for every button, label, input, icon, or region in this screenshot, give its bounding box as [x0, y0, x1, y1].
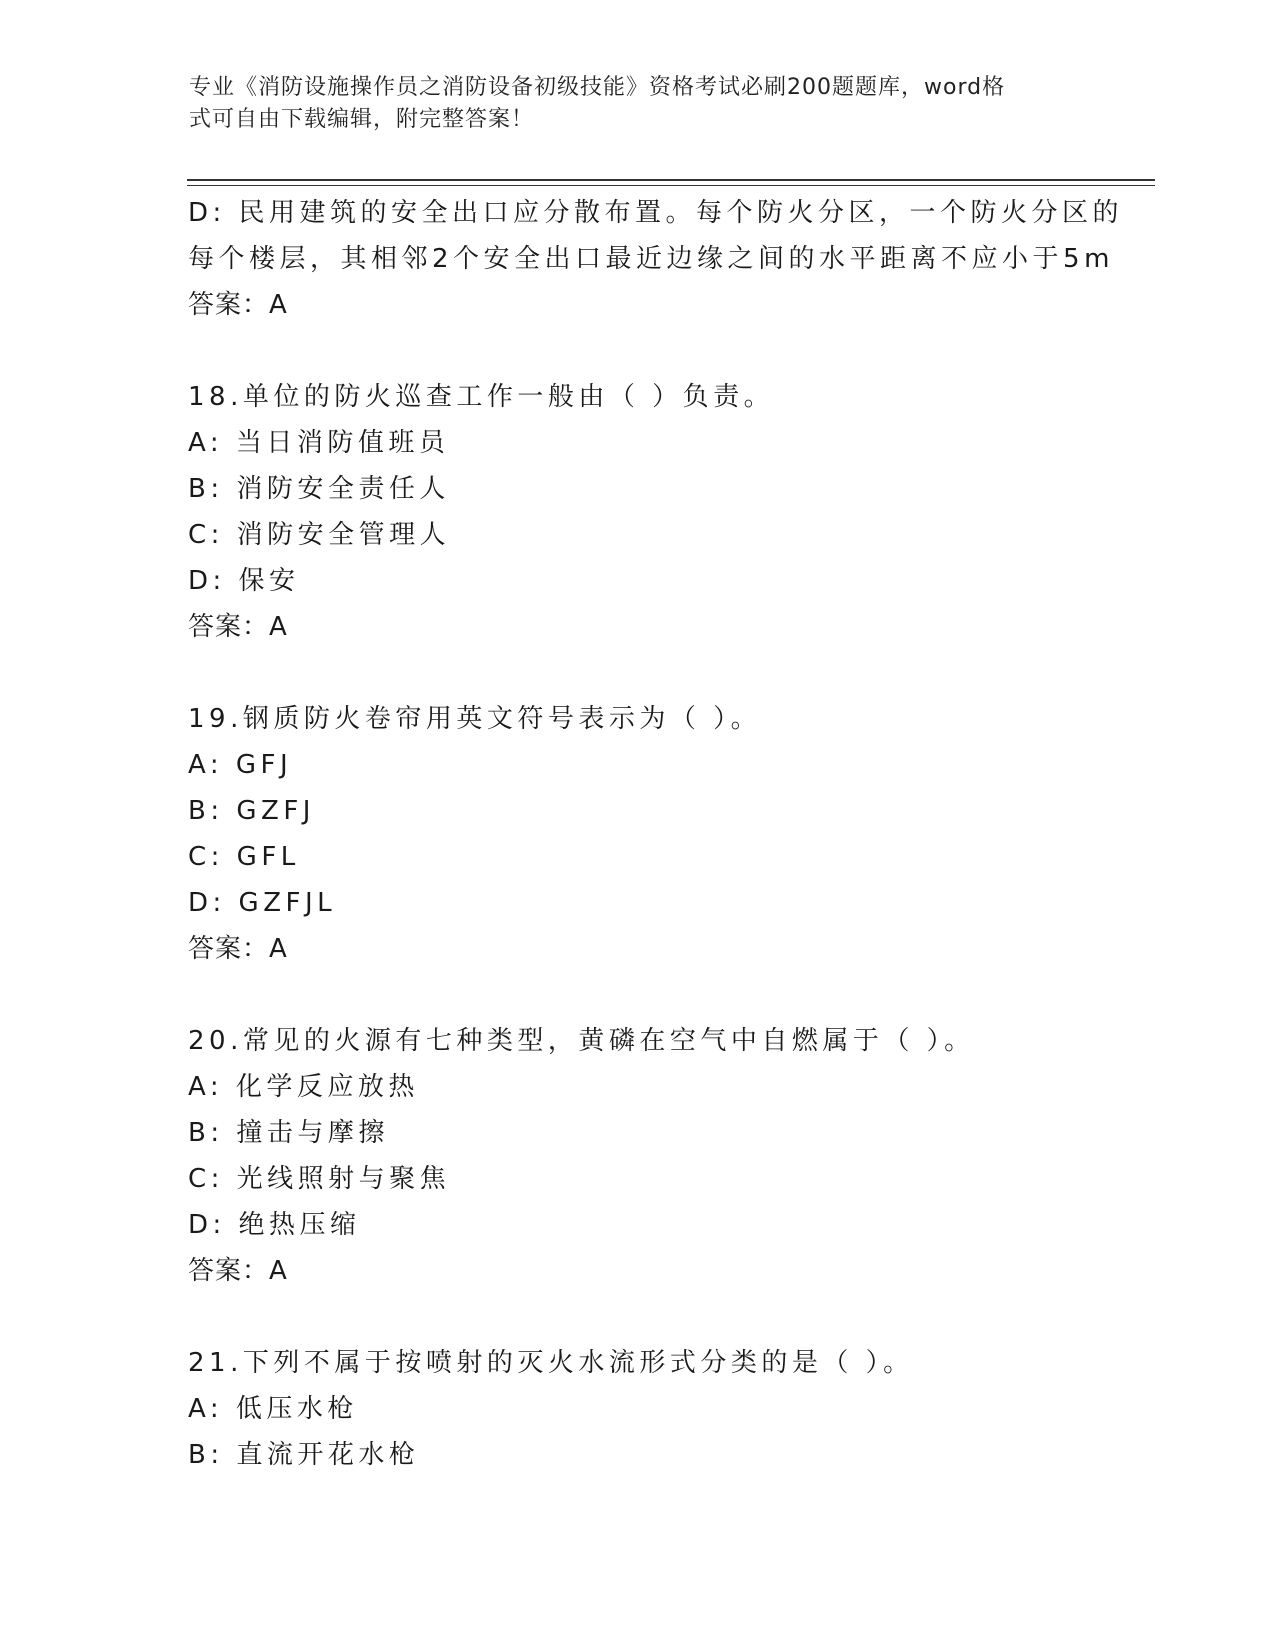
option-d-line-1: D: 民用建筑的安全出口应分散布置。每个防火分区，一个防火分区的: [188, 198, 1124, 228]
question-17-continued: [188, 190, 1124, 328]
answer-line: [188, 282, 1088, 328]
option-b: B: GZFJ: [188, 796, 315, 826]
answer-label: 答案：: [188, 1256, 270, 1286]
answer-value: A: [269, 290, 288, 320]
option-c: C: 消防安全管理人: [188, 520, 451, 550]
option-d: D: GZFJL: [188, 888, 337, 918]
question-list: [188, 190, 1124, 1478]
answer-value: A: [269, 1256, 288, 1286]
option-d-line-2: 每个楼层，其相邻2个安全出口最近边缘之间的水平距离不应小于5m: [188, 244, 1114, 274]
answer-value: A: [269, 934, 288, 964]
answer-label: 答案：: [188, 290, 270, 320]
option-a: A: GFJ: [188, 750, 293, 780]
answer-value: A: [269, 612, 288, 642]
header-rule-thick: [187, 179, 1155, 181]
option-c: C: 光线照射与聚焦: [188, 1164, 451, 1194]
option-a: A: 低压水枪: [188, 1394, 358, 1424]
question-18: [188, 374, 1088, 650]
option-d: D: 保安: [188, 566, 300, 596]
header-line-2: 式可自由下载编辑，附完整答案！: [189, 107, 535, 132]
document-header: [189, 72, 1089, 136]
option-b: B: 消防安全责任人: [188, 474, 450, 504]
option-b: B: 直流开花水枪: [188, 1440, 420, 1470]
option-b: B: 撞击与摩擦: [188, 1118, 389, 1148]
answer-label: 答案：: [188, 934, 270, 964]
question-21: [188, 1340, 1088, 1478]
option-c: C: GFL: [188, 842, 300, 872]
option-d: D: 绝热压缩: [188, 1210, 361, 1240]
question-20: [188, 1018, 1088, 1294]
question-stem: 19.钢质防火卷帘用英文符号表示为（ ）。: [188, 704, 762, 734]
answer-line: [188, 1248, 1088, 1294]
header-line-1: 专业《消防设施操作员之消防设备初级技能》资格考试必刷200题题库，word格: [189, 75, 1006, 100]
header-rule-thin: [187, 185, 1155, 186]
answer-line: [188, 604, 1088, 650]
question-19: [188, 696, 1088, 972]
question-stem: 20.常见的火源有七种类型，黄磷在空气中自燃属于（ ）。: [188, 1026, 975, 1056]
question-stem: 18.单位的防火巡查工作一般由（ ）负责。: [188, 382, 775, 412]
answer-line: [188, 926, 1088, 972]
question-stem: 21.下列不属于按喷射的灭火水流形式分类的是（ ）。: [188, 1348, 914, 1378]
option-a: A: 化学反应放热: [188, 1072, 419, 1102]
answer-label: 答案：: [188, 612, 270, 642]
option-a: A: 当日消防值班员: [188, 428, 450, 458]
